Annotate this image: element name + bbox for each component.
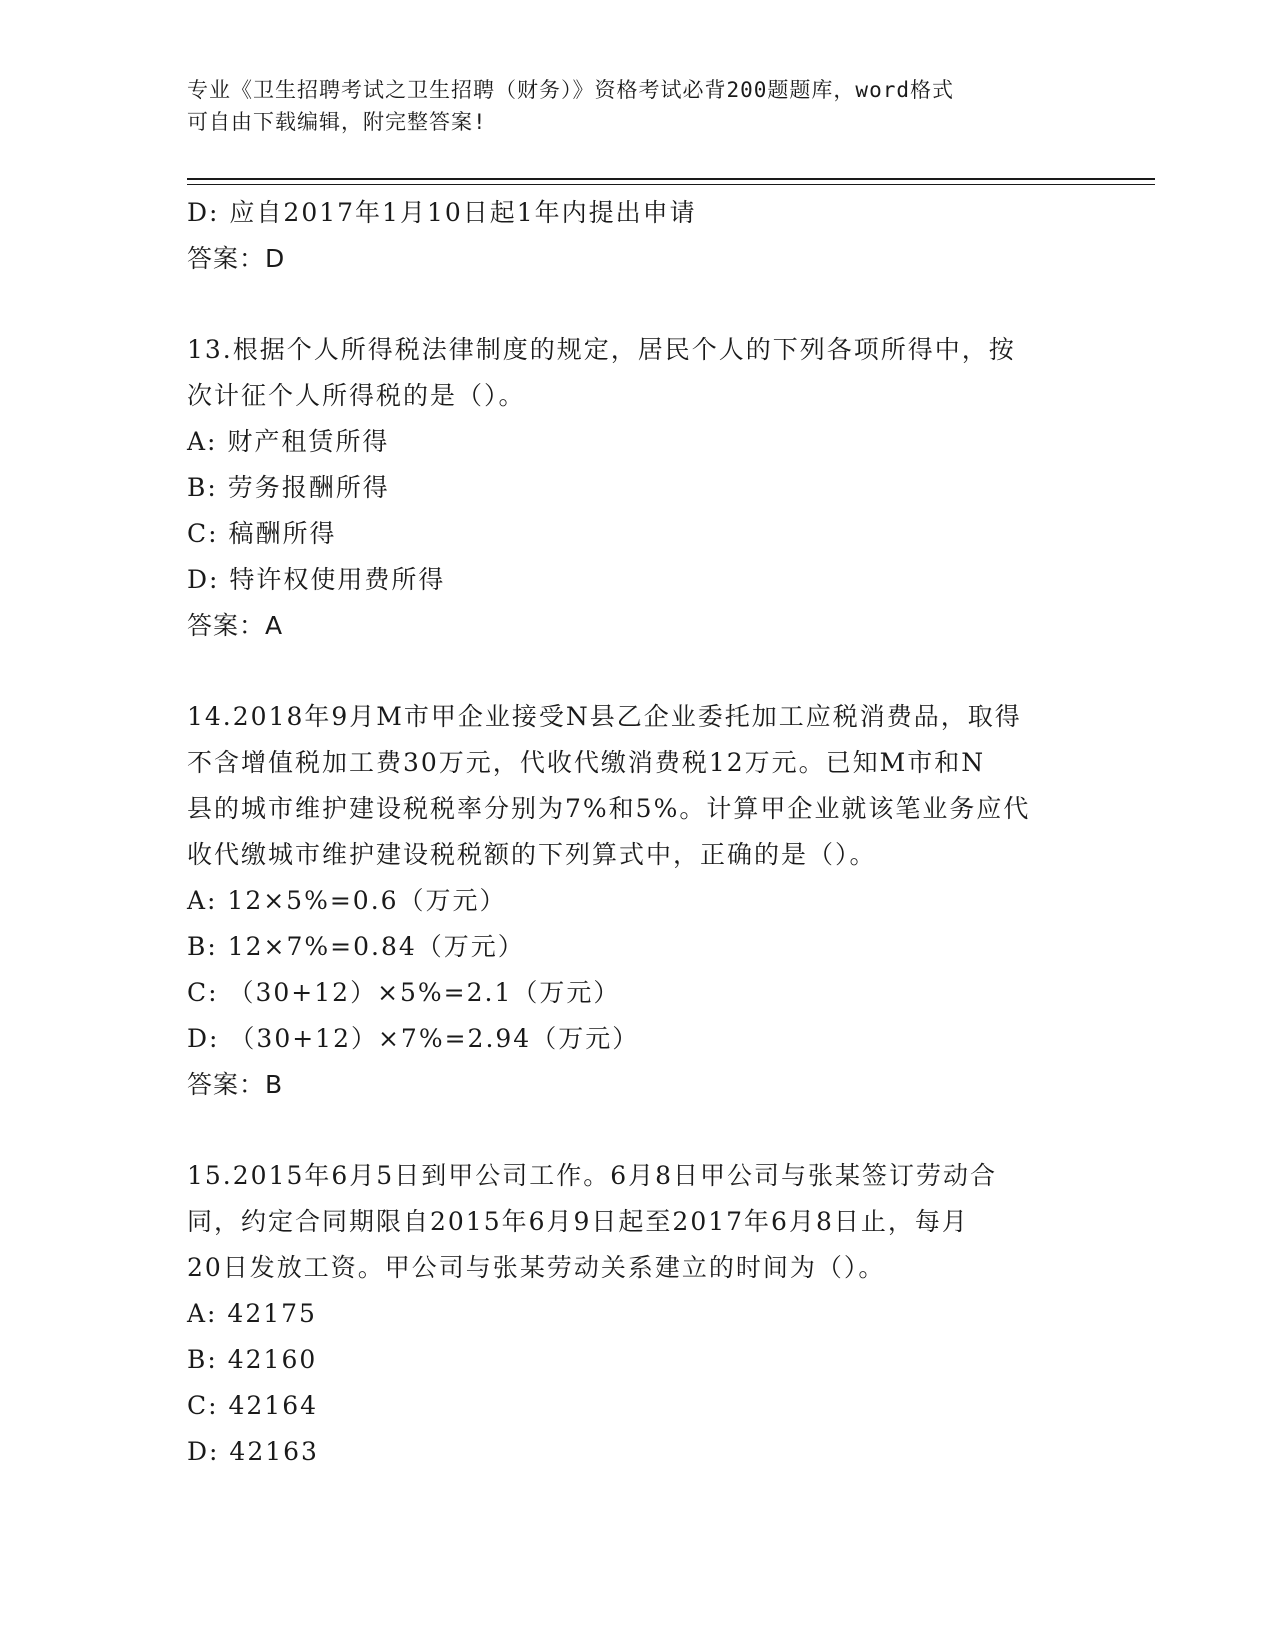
option-d: D: 特许权使用费所得: [187, 565, 446, 594]
question-stem: 县的城市维护建设税税率分别为7%和5%。计算甲企业就该笔业务应代: [187, 794, 1031, 823]
option-b: B: 42160: [187, 1345, 318, 1374]
question-stem: 同，约定合同期限自2015年6月9日起至2017年6月8日止，每月: [187, 1207, 969, 1236]
option-a: A: 12×5%=0.6（万元）: [187, 886, 507, 915]
option-a: A: 财产租赁所得: [187, 427, 390, 456]
option-d: D: 应自2017年1月10日起1年内提出申请: [187, 198, 697, 227]
option-c: C: 42164: [187, 1391, 319, 1420]
option-c: C: （30+12）×5%=2.1（万元）: [187, 978, 621, 1007]
answer-line: 答案：B: [187, 1070, 284, 1099]
question-13: [187, 327, 1087, 649]
question-content: [187, 190, 1087, 1475]
question-15: [187, 1153, 1087, 1475]
option-b: B: 12×7%=0.84（万元）: [187, 932, 525, 961]
header-title-line-1: 专业《卫生招聘考试之卫生招聘（财务）》资格考试必背200题题库，word格式: [187, 78, 954, 102]
previous-question-tail: [187, 190, 1087, 282]
page-header: [187, 74, 1067, 138]
question-stem: 14.2018年9月M市甲企业接受N县乙企业委托加工应税消费品，取得: [187, 702, 1022, 731]
question-stem: 收代缴城市维护建设税税额的下列算式中，正确的是（）。: [187, 840, 877, 869]
header-divider-thick: [187, 178, 1155, 180]
option-b: B: 劳务报酬所得: [187, 473, 390, 502]
option-a: A: 42175: [187, 1299, 317, 1328]
spacer: [187, 1108, 1087, 1153]
spacer: [187, 649, 1087, 694]
spacer: [187, 282, 1087, 327]
question-stem: 次计征个人所得税的是（）。: [187, 381, 526, 410]
question-stem: 不含增值税加工费30万元，代收代缴消费税12万元。已知M市和N: [187, 748, 986, 777]
option-d: D: 42163: [187, 1437, 319, 1466]
question-stem: 13.根据个人所得税法律制度的规定，居民个人的下列各项所得中，按: [187, 335, 1016, 364]
option-c: C: 稿酬所得: [187, 519, 337, 548]
answer-line: 答案：A: [187, 611, 284, 640]
answer-line: 答案：D: [187, 244, 286, 273]
header-divider-thin: [187, 184, 1155, 185]
question-14: [187, 694, 1087, 1108]
header-title-line-2: 可自由下载编辑，附完整答案!: [187, 110, 487, 134]
question-stem: 20日发放工资。甲公司与张某劳动关系建立的时间为（）。: [187, 1253, 886, 1282]
question-stem: 15.2015年6月5日到甲公司工作。6月8日甲公司与张某签订劳动合: [187, 1161, 998, 1190]
option-d: D: （30+12）×7%=2.94（万元）: [187, 1024, 640, 1053]
